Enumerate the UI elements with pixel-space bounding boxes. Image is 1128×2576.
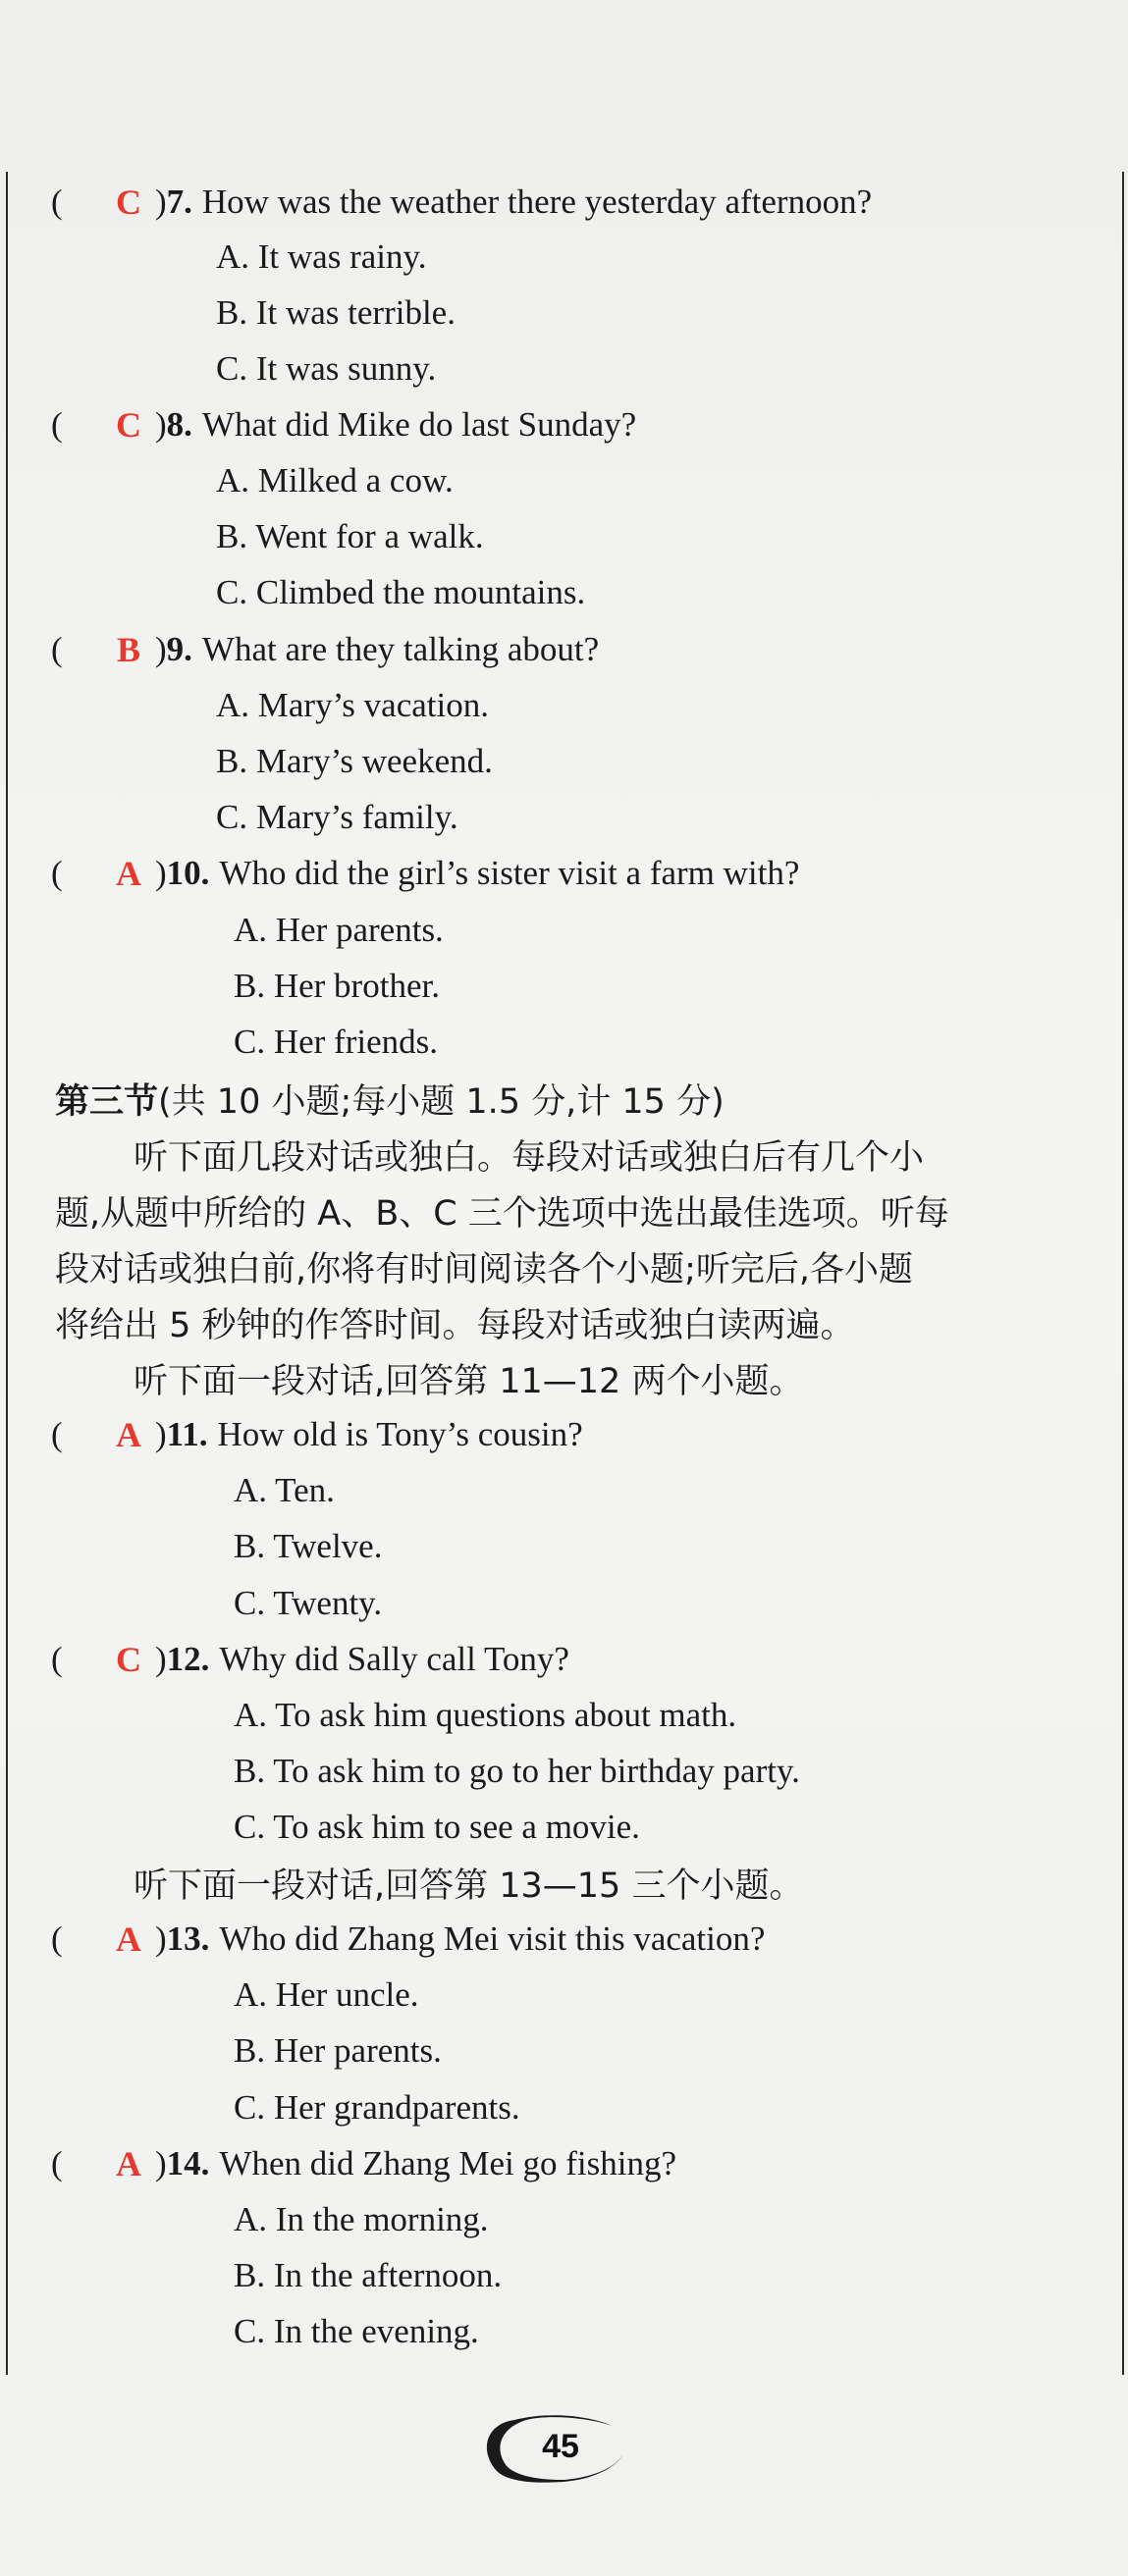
answer-mark: C bbox=[116, 183, 141, 222]
question-14 bbox=[51, 2136, 676, 2191]
option-b: B. Her parents. bbox=[234, 2031, 442, 2070]
instruction-line: 将给出 5 秒钟的作答时间。每段对话或独白读两遍。 bbox=[55, 1306, 855, 1345]
paren-open: ( bbox=[51, 630, 63, 668]
answer-mark: A bbox=[116, 2144, 141, 2183]
paren-close: ) bbox=[155, 405, 167, 444]
option-a: A. Mary’s vacation. bbox=[216, 686, 489, 724]
option-a: A. To ask him questions about math. bbox=[234, 1696, 737, 1734]
paren-open: ( bbox=[51, 2144, 63, 2182]
question-number: 9. bbox=[166, 630, 192, 668]
option-b: B. In the afternoon. bbox=[234, 2256, 503, 2294]
question-number: 14. bbox=[166, 2144, 210, 2182]
question-text: Why did Sally call Tony? bbox=[219, 1640, 569, 1678]
question-10 bbox=[51, 846, 799, 901]
option-a: A. Ten. bbox=[234, 1471, 335, 1509]
paren-close: ) bbox=[155, 854, 167, 892]
answer-mark: A bbox=[116, 1919, 141, 1959]
answer-mark: A bbox=[116, 854, 141, 893]
option-b: B. It was terrible. bbox=[216, 293, 456, 332]
paren-close: ) bbox=[155, 183, 167, 221]
section-title: 第三节 bbox=[55, 1082, 159, 1122]
page-number-badge bbox=[475, 2412, 632, 2489]
dialogue-prompt: 听下面一段对话,回答第 11—12 两个小题。 bbox=[134, 1362, 804, 1401]
question-text: Who did the girl’s sister visit a farm with? bbox=[219, 854, 800, 892]
option-c: C. Her grandparents. bbox=[234, 2088, 520, 2127]
question-8 bbox=[51, 397, 636, 452]
option-b: B. Twelve. bbox=[234, 1527, 383, 1565]
instruction-line: 题,从题中所给的 A、B、C 三个选项中选出最佳选项。听每 bbox=[55, 1194, 949, 1234]
paren-open: ( bbox=[51, 854, 63, 892]
answer-mark: C bbox=[116, 405, 141, 445]
question-13 bbox=[51, 1912, 765, 1967]
question-number: 7. bbox=[166, 183, 192, 221]
paren-open: ( bbox=[51, 405, 63, 444]
question-11 bbox=[51, 1407, 583, 1462]
option-c: C. In the evening. bbox=[234, 2312, 479, 2350]
paren-close: ) bbox=[155, 1640, 167, 1678]
question-text: What are they talking about? bbox=[201, 630, 600, 668]
option-a: A. It was rainy. bbox=[216, 237, 427, 276]
question-number: 8. bbox=[166, 405, 192, 444]
page-number: 45 bbox=[542, 2428, 579, 2465]
section-note: (共 10 小题;每小题 1.5 分,计 15 分) bbox=[158, 1082, 725, 1122]
option-b: B. To ask him to go to her birthday party. bbox=[234, 1752, 800, 1790]
instruction-line: 听下面几段对话或独白。每段对话或独白后有几个小 bbox=[134, 1138, 925, 1178]
option-c: C. To ask him to see a movie. bbox=[234, 1808, 640, 1846]
option-b: B. Her brother. bbox=[234, 967, 440, 1005]
option-c: C. Her friends. bbox=[234, 1023, 439, 1061]
option-c: C. Climbed the mountains. bbox=[216, 573, 586, 611]
option-c: C. Mary’s family. bbox=[216, 798, 458, 836]
right-margin-rule bbox=[1122, 172, 1124, 2375]
dialogue-prompt: 听下面一段对话,回答第 13—15 三个小题。 bbox=[134, 1866, 804, 1906]
paren-open: ( bbox=[51, 1415, 63, 1453]
answer-mark: B bbox=[116, 630, 140, 669]
question-text: How was the weather there yesterday afternoon? bbox=[201, 183, 873, 221]
answer-mark: C bbox=[116, 1640, 141, 1679]
paren-open: ( bbox=[51, 1919, 63, 1958]
option-a: A. Her parents. bbox=[234, 911, 444, 949]
question-number: 11. bbox=[166, 1415, 208, 1453]
question-12 bbox=[51, 1632, 569, 1687]
instruction-line: 段对话或独白前,你将有时间阅读各个小题;听完后,各小题 bbox=[55, 1250, 914, 1289]
option-a: A. In the morning. bbox=[234, 2200, 489, 2238]
option-c: C. It was sunny. bbox=[216, 349, 437, 388]
option-b: B. Mary’s weekend. bbox=[216, 742, 493, 780]
question-text: What did Mike do last Sunday? bbox=[201, 405, 637, 444]
option-b: B. Went for a walk. bbox=[216, 517, 484, 555]
question-9 bbox=[51, 622, 599, 677]
paren-close: ) bbox=[155, 1415, 167, 1453]
paren-open: ( bbox=[51, 183, 63, 221]
section-header bbox=[55, 1072, 725, 1127]
question-number: 13. bbox=[166, 1919, 210, 1958]
question-text: How old is Tony’s cousin? bbox=[217, 1415, 583, 1453]
question-number: 12. bbox=[166, 1640, 210, 1678]
left-margin-rule bbox=[6, 172, 8, 2375]
paren-open: ( bbox=[51, 1640, 63, 1678]
question-text: Who did Zhang Mei visit this vacation? bbox=[219, 1919, 766, 1958]
question-text: When did Zhang Mei go fishing? bbox=[219, 2144, 677, 2182]
option-a: A. Milked a cow. bbox=[216, 461, 454, 499]
question-number: 10. bbox=[166, 854, 210, 892]
answer-mark: A bbox=[116, 1415, 141, 1454]
option-c: C. Twenty. bbox=[234, 1584, 383, 1622]
paren-close: ) bbox=[155, 630, 167, 668]
question-7 bbox=[51, 175, 872, 230]
paren-close: ) bbox=[155, 2144, 167, 2182]
paren-close: ) bbox=[155, 1919, 167, 1958]
option-a: A. Her uncle. bbox=[234, 1975, 419, 2014]
